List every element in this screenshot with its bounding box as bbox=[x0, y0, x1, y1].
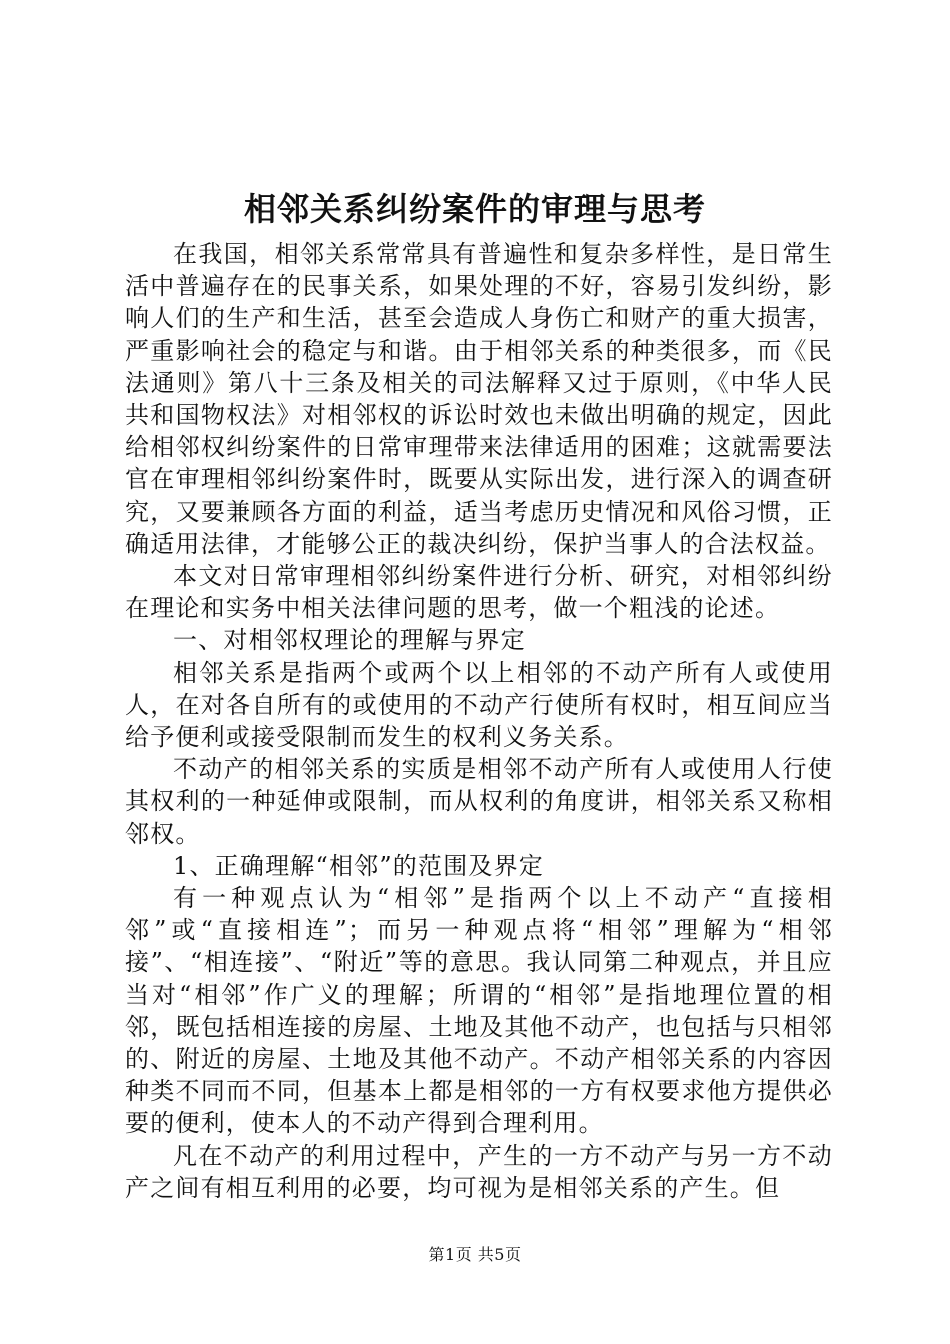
paragraph-definition: 相邻关系是指两个或两个以上相邻的不动产所有人或使用人，在对各自所有的或使用的不动产行使所有权时，相互间应当给予便利或接受限制而发生的权利义务关系。 bbox=[125, 658, 833, 752]
document-body bbox=[125, 238, 833, 1204]
page-footer: 第1页 共5页 bbox=[428, 1245, 522, 1264]
paragraph-purpose: 本文对日常审理相邻纠纷案件进行分析、研究，对相邻纠纷在理论和实务中相关法律问题的思考，做一个粗浅的论述。 bbox=[125, 562, 833, 623]
subsection-heading-1: 1、正确理解“相邻”的范围及界定 bbox=[173, 851, 545, 880]
section-heading-1: 一、对相邻权理论的理解与界定 bbox=[173, 626, 526, 655]
document-title: 相邻关系纠纷案件的审理与思考 bbox=[243, 190, 706, 228]
paragraph-continuation: 凡在不动产的利用过程中，产生的一方不动产与另一方不动产之间有相互利用的必要，均可视为是相邻关系的产生。但 bbox=[125, 1141, 833, 1202]
paragraph-scope: 有一种观点认为“相邻”是指两个以上不动产“直接相邻”或“直接相连”；而另一种观点将“相邻”理解为“相邻接”、“相连接”、“附近”等的意思。我认同第二种观点，并且应当对“相邻”作广义的理解；所谓的“相邻”是指地理位置的相邻，既包括相连接的房屋、土地及其他不动产，也包括与只相邻的、附近的房屋、土地及其他不动产。不动产相邻关系的内容因种类不同而不同，但基本上都是相邻的一方有权要求他方提供必要的便利，使本人的不动产得到合理利用。 bbox=[125, 884, 833, 1138]
paragraph-intro: 在我国，相邻关系常常具有普遍性和复杂多样性，是日常生活中普遍存在的民事关系，如果处理的不好，容易引发纠纷，影响人们的生产和生活，甚至会造成人身伤亡和财产的重大损害，严重影响社会的稳定与和谐。由于相邻关系的种类很多，而《民法通则》第八十三条及相关的司法解释又过于原则，《中华人民共和国物权法》对相邻权的诉讼时效也未做出明确的规定，因此给相邻权纠纷案件的日常审理带来法律适用的困难；这就需要法官在审理相邻纠纷案件时，既要从实际出发，进行深入的调查研究，又要兼顾各方面的利益，适当考虑历史情况和风俗习惯，正确适用法律，才能够公正的裁决纠纷，保护当事人的合法权益。 bbox=[125, 240, 833, 558]
paragraph-essence: 不动产的相邻关系的实质是相邻不动产所有人或使用人行使其权利的一种延伸或限制，而从权利的角度讲，相邻关系又称相邻权。 bbox=[125, 755, 833, 848]
